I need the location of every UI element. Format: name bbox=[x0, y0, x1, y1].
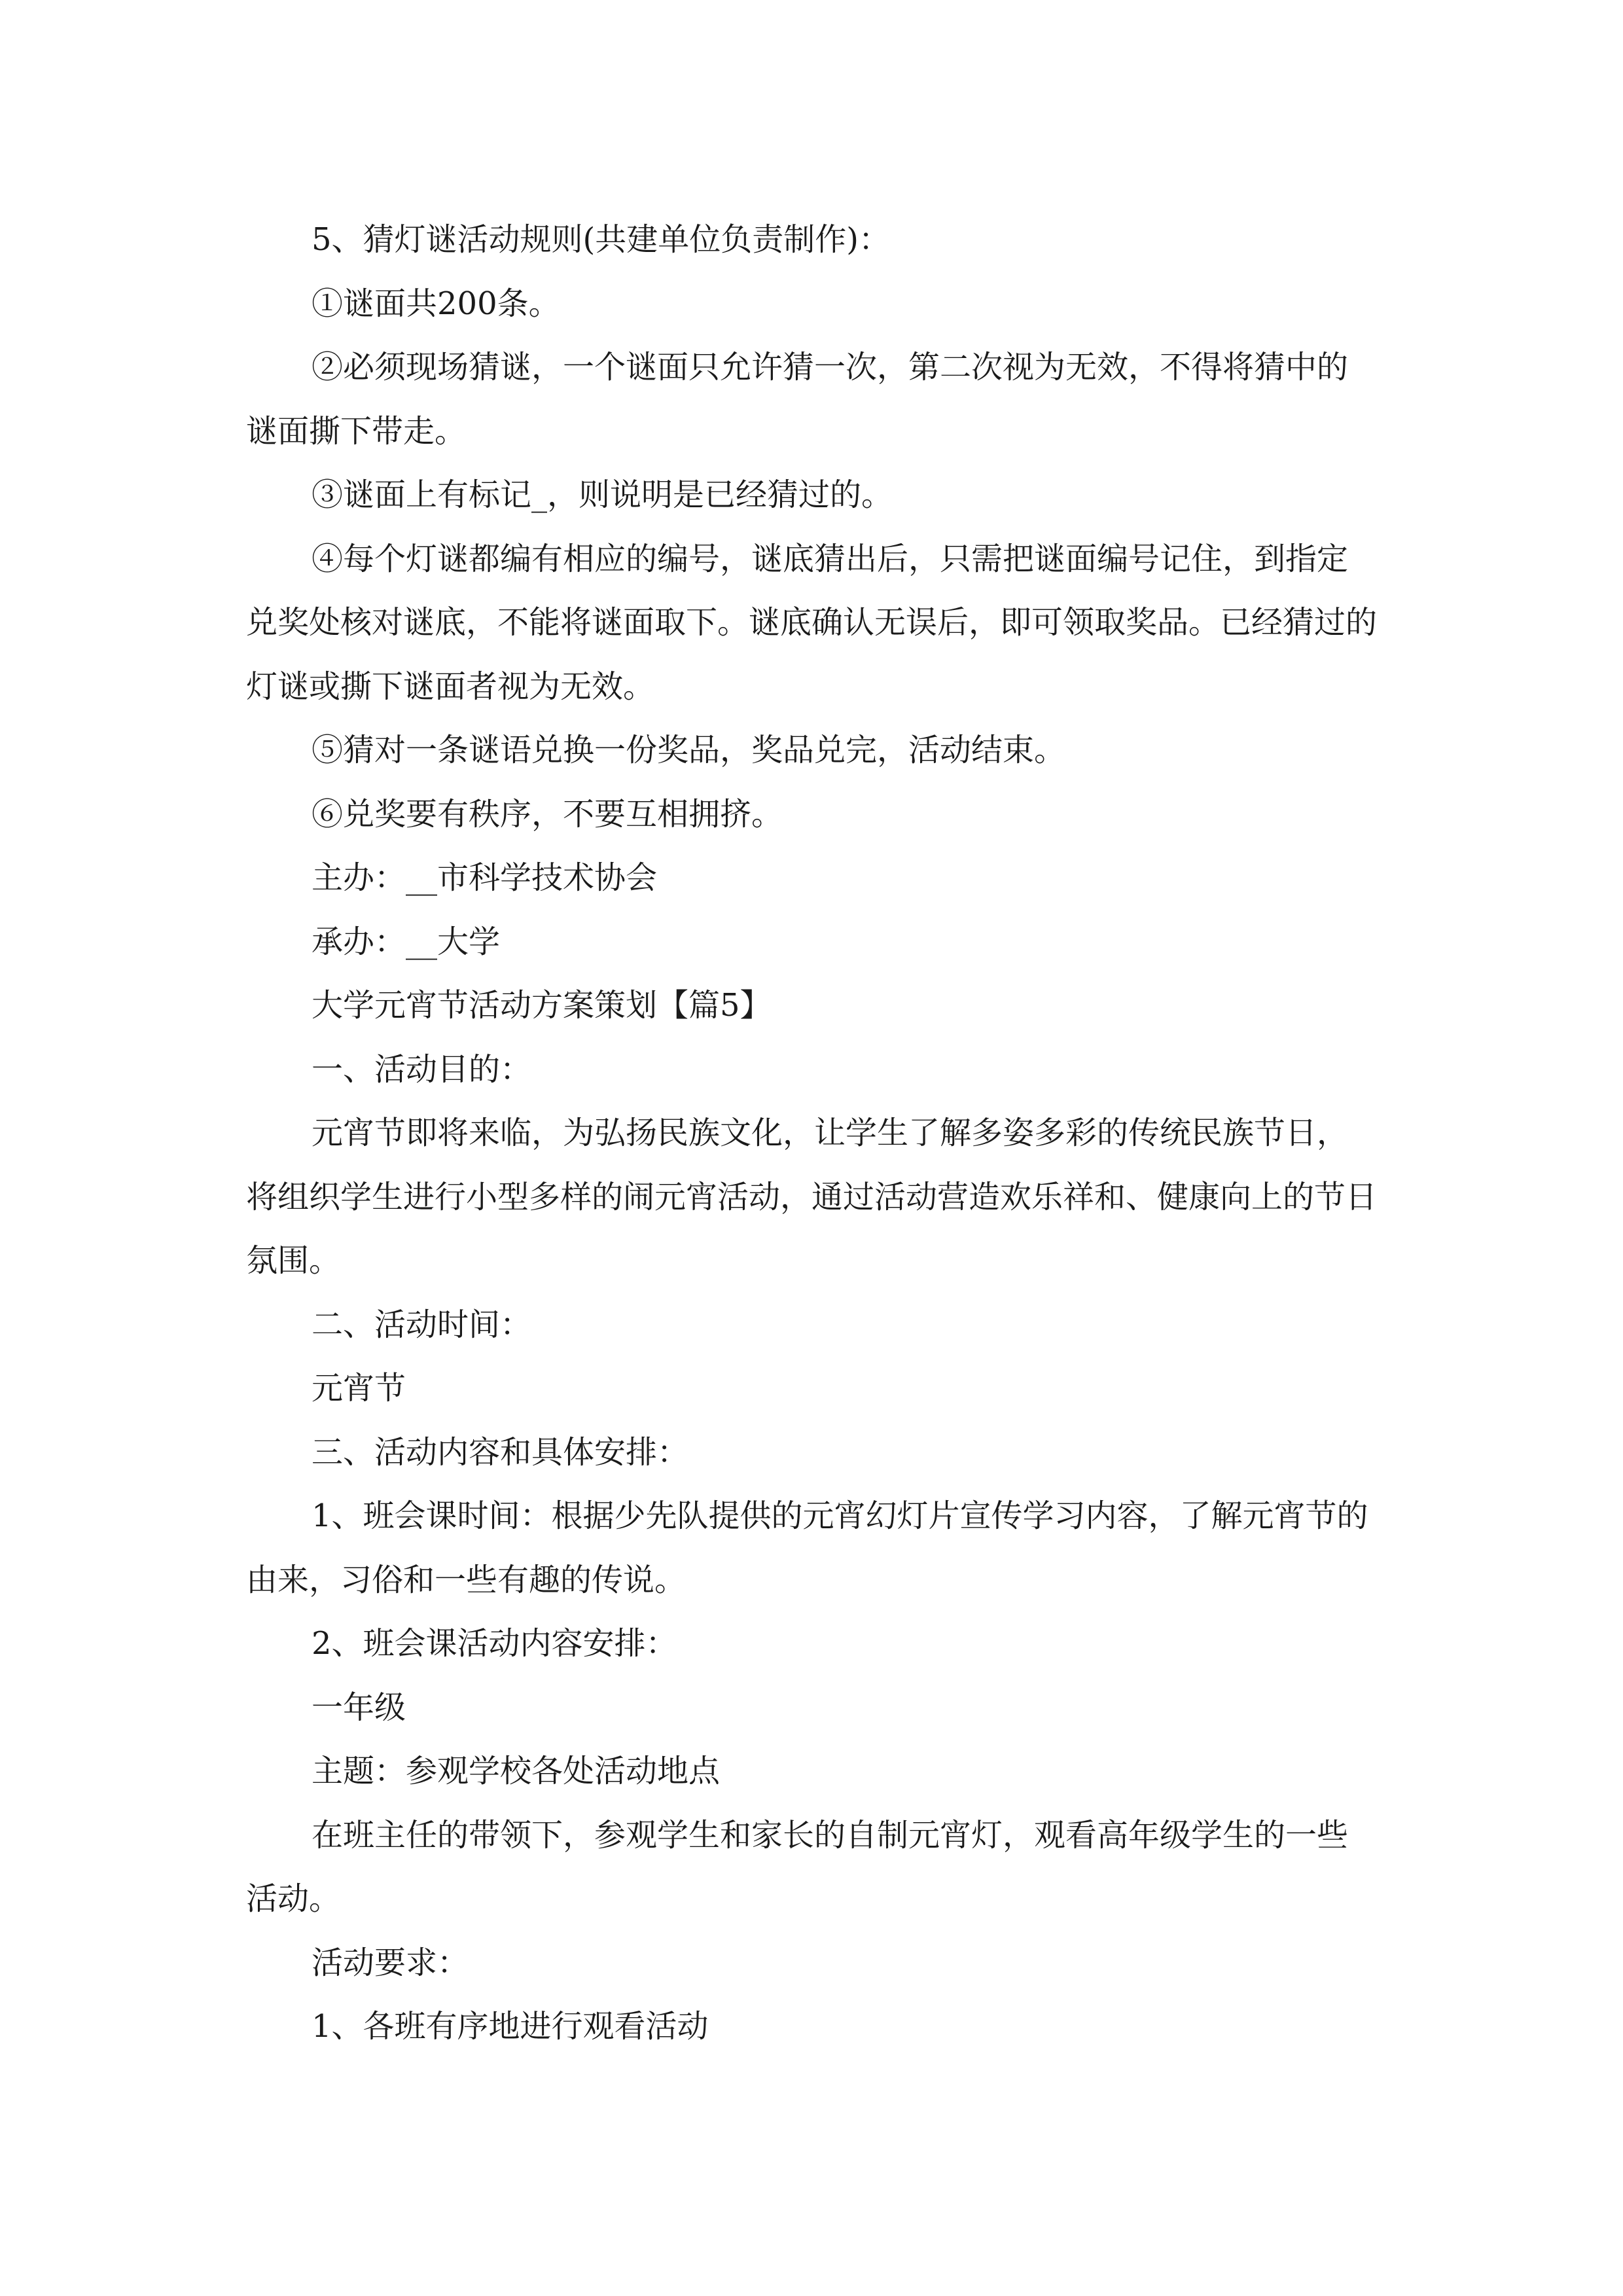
heading-time: 二、活动时间： bbox=[312, 1306, 532, 1343]
section-title: 大学元宵节活动方案策划【篇5】 bbox=[312, 987, 772, 1024]
rule-1: ①谜面共200条。 bbox=[312, 285, 560, 322]
time-text: 元宵节 bbox=[312, 1370, 406, 1407]
rules-heading: 5、猜灯谜活动规则(共建单位负责制作)： bbox=[312, 221, 890, 258]
requirement-1: 1、各班有序地进行观看活动 bbox=[312, 2008, 709, 2045]
content-item-2: 2、班会课活动内容安排： bbox=[312, 1625, 677, 1662]
requirements-heading: 活动要求： bbox=[312, 1944, 469, 1981]
rule-6: ⑥兑奖要有秩序，不要互相拥挤。 bbox=[312, 795, 783, 833]
organizer-line: 主办：__市科学技术协会 bbox=[312, 859, 658, 896]
grade-label: 一年级 bbox=[312, 1689, 406, 1726]
theme-line: 主题：参观学校各处活动地点 bbox=[312, 1753, 721, 1789]
rule-4: ④每个灯谜都编有相应的编号，谜底猜出后，只需把谜面编号记住，到指定兑奖处核对谜底，不能将谜面取下。谜底确认无误后，即可领取奖品。已经猜过的灯谜或撕下谜面者视为无效。 bbox=[246, 540, 1378, 705]
rule-2: ②必须现场猜谜，一个谜面只允许猜一次，第二次视为无效，不得将猜中的谜面撕下带走。 bbox=[246, 349, 1349, 450]
purpose-text: 元宵节即将来临，为弘扬民族文化，让学生了解多姿多彩的传统民族节日，将组织学生进行小型多样的闹元宵活动，通过活动营造欢乐祥和、健康向上的节日氛围。 bbox=[246, 1115, 1378, 1279]
activity-description: 在班主任的带领下，参观学生和家长的自制元宵灯，观看高年级学生的一些活动。 bbox=[246, 1816, 1349, 1917]
heading-purpose: 一、活动目的： bbox=[312, 1050, 532, 1088]
rule-5: ⑤猜对一条谜语兑换一份奖品，奖品兑完，活动结束。 bbox=[312, 732, 1066, 768]
document-body bbox=[246, 208, 1378, 2059]
co-organizer-line: 承办：__大学 bbox=[312, 923, 501, 960]
content-item-1: 1、班会课时间：根据少先队提供的元宵幻灯片宣传学习内容，了解元宵节的由来，习俗和一些有趣的传说。 bbox=[246, 1498, 1368, 1598]
rule-3: ③谜面上有标记_，则说明是已经猜过的。 bbox=[312, 476, 893, 513]
heading-content: 三、活动内容和具体安排： bbox=[312, 1433, 689, 1471]
